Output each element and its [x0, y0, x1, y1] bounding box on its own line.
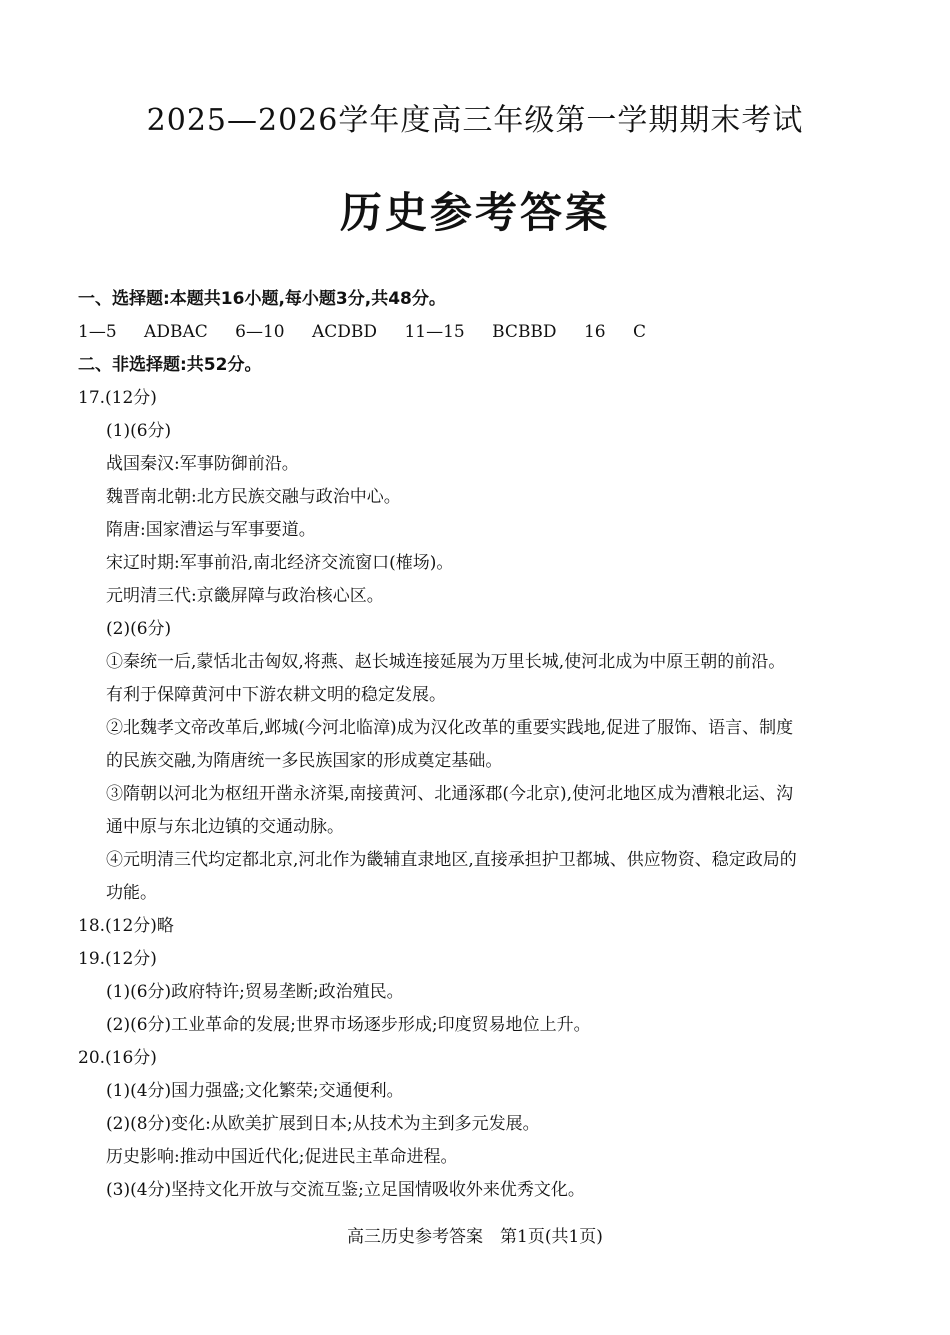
answer-key: C	[633, 322, 647, 342]
q17-part2-line: ①秦统一后,蒙恬北击匈奴,将燕、赵长城连接延展为万里长城,使河北成为中原王朝的前沿。	[106, 652, 786, 672]
q17-part1-line: 隋唐:国家漕运与军事要道。	[106, 520, 316, 540]
answer-content	[78, 283, 878, 1207]
q19-heading: 19.(12分)	[78, 949, 157, 969]
multiple-choice-answers	[78, 316, 878, 349]
q17-part2-line: ④元明清三代均定都北京,河北作为畿辅直隶地区,直接承担护卫都城、供应物资、稳定政局的	[106, 850, 797, 870]
q17-part1-line: 宋辽时期:军事前沿,南北经济交流窗口(榷场)。	[106, 553, 454, 573]
answer-range: 11—15	[404, 322, 465, 342]
q17-part2-heading: (2)(6分)	[106, 619, 172, 639]
q17-part2-line: 通中原与东北边镇的交通动脉。	[106, 817, 344, 837]
answer-key: ACDBD	[312, 322, 378, 342]
q17-part2-line: 的民族交融,为隋唐统一多民族国家的形成奠定基础。	[106, 751, 503, 771]
answer-range: 16	[583, 322, 606, 342]
q17-part2-line: ③隋朝以河北为枢纽开凿永济渠,南接黄河、北通涿郡(今北京),使河北地区成为漕粮北运、沟	[106, 784, 794, 804]
section1-heading: 一、选择题:本题共16小题,每小题3分,共48分。	[78, 289, 446, 309]
exam-title: 2025—2026学年度高三年级第一学期期末考试	[146, 103, 804, 138]
q20-line: (2)(8分)变化:从欧美扩展到日本;从技术为主到多元发展。	[106, 1114, 540, 1134]
q20-line: (3)(4分)坚持文化开放与交流互鉴;立足国情吸收外来优秀文化。	[106, 1180, 585, 1200]
q17-heading: 17.(12分)	[78, 388, 157, 408]
answer-key: ADBAC	[144, 322, 208, 342]
q17-part1-heading: (1)(6分)	[106, 421, 172, 441]
q17-part1-line: 元明清三代:京畿屏障与政治核心区。	[106, 586, 384, 606]
q17-part1-line: 战国秦汉:军事防御前沿。	[106, 454, 299, 474]
q17-part1-line: 魏晋南北朝:北方民族交融与政治中心。	[106, 487, 401, 507]
q19-line: (1)(6分)政府特许;贸易垄断;政治殖民。	[106, 982, 404, 1002]
q17-part2-line: 有利于保障黄河中下游农耕文明的稳定发展。	[106, 685, 446, 705]
section2-heading: 二、非选择题:共52分。	[78, 355, 262, 375]
q20-heading: 20.(16分)	[78, 1048, 157, 1068]
answer-range: 1—5	[78, 322, 117, 342]
page-footer: 高三历史参考答案 第1页(共1页)	[347, 1227, 603, 1247]
q17-part2-line: 功能。	[106, 883, 157, 903]
document-title: 历史参考答案	[339, 188, 610, 237]
answer-key: BCBBD	[492, 322, 557, 342]
q20-line: 历史影响:推动中国近代化;促进民主革命进程。	[106, 1147, 458, 1167]
q17-part2-line: ②北魏孝文帝改革后,邺城(今河北临漳)成为汉化改革的重要实践地,促进了服饰、语言、制度	[106, 718, 794, 738]
q19-line: (2)(6分)工业革命的发展;世界市场逐步形成;印度贸易地位上升。	[106, 1015, 591, 1035]
q20-line: (1)(4分)国力强盛;文化繁荣;交通便利。	[106, 1081, 404, 1101]
q18-heading: 18.(12分)略	[78, 916, 174, 936]
answer-range: 6—10	[235, 322, 285, 342]
